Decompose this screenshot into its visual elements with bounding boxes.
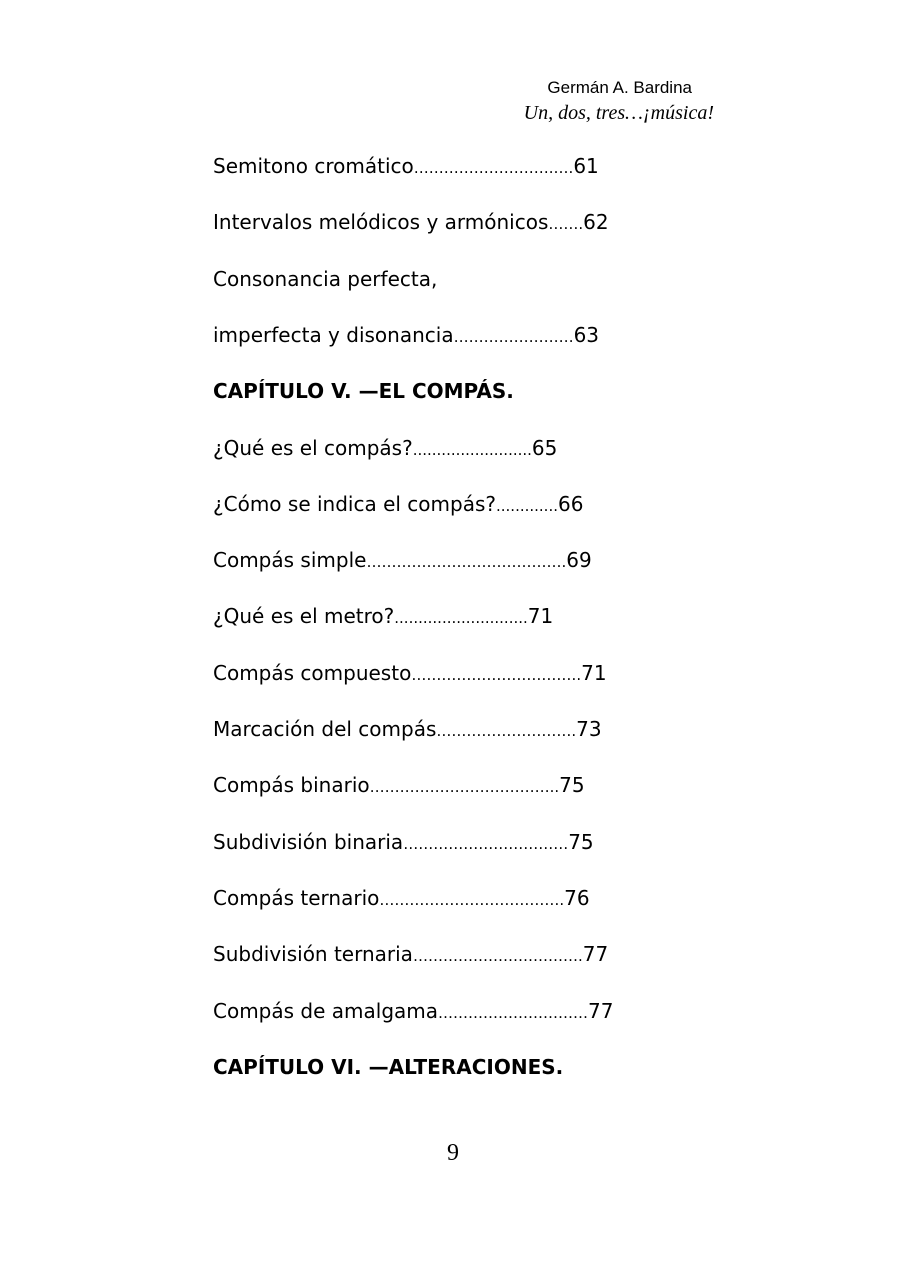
toc-entry-title: Compás de amalgama (213, 998, 439, 1023)
running-header-book-title: Un, dos, tres…¡música! (523, 102, 714, 124)
toc-entry (213, 995, 613, 1029)
toc-dot-leader: ………………………………. (379, 890, 565, 909)
toc-entry (213, 432, 557, 466)
toc-entry (213, 938, 608, 972)
toc-dot-leader: ............. (496, 496, 558, 515)
toc-dot-leader: ………………………. (436, 722, 577, 740)
toc-entry (213, 826, 594, 860)
toc-entry-title: Subdivisión binaria (213, 829, 404, 854)
page-number: 9 (447, 1140, 459, 1166)
toc-page-number: 69 (566, 548, 592, 573)
toc-chapter-heading (213, 375, 514, 407)
toc-page-number: 71 (581, 660, 607, 685)
toc-page-number: 61 (573, 154, 599, 178)
toc-entry (213, 713, 602, 747)
toc-entry-title: Intervalos melódicos y armónicos (213, 210, 549, 235)
toc-dot-leader: ……………………………. (412, 947, 583, 966)
toc-entry-title: Semitono cromático (213, 154, 414, 178)
toc-dot-leader: ......................... (412, 440, 532, 459)
toc-entry-title: ¿Cómo se indica el compás? (213, 491, 496, 516)
toc-entry-title: Marcación del compás (213, 717, 437, 741)
toc-page-number: 77 (588, 998, 614, 1023)
toc-page-number: 63 (573, 322, 600, 347)
toc-entry (213, 150, 599, 184)
toc-entry-title: imperfecta y disonancia (213, 322, 454, 347)
toc-entry-title: ¿Qué es el compás? (213, 435, 413, 460)
toc-entry-title: Compás compuesto (213, 660, 412, 685)
toc-entry (213, 544, 592, 578)
toc-entry (213, 263, 437, 295)
toc-entry (213, 600, 553, 634)
toc-page-number: 65 (531, 435, 558, 460)
toc-dot-leader: ……. (548, 215, 584, 234)
toc-entry (213, 206, 609, 240)
toc-dot-leader: ............................ (394, 609, 528, 628)
toc-entry (213, 882, 590, 916)
toc-entry-title: ¿Qué es el metro? (213, 604, 395, 629)
toc-entry-title: Subdivisión ternaria (213, 942, 413, 967)
toc-entry-title: CAPÍTULO VI. —ALTERACIONES. (213, 1054, 564, 1079)
toc-page-number: 75 (559, 773, 585, 798)
toc-dot-leader: …………………………… (403, 834, 569, 853)
toc-page-number: 71 (527, 604, 554, 629)
toc-page-number: 75 (568, 829, 594, 854)
toc-entry-title: CAPÍTULO V. —EL COMPÁS. (213, 379, 514, 404)
toc-dot-leader: ……………………………. (411, 665, 582, 684)
toc-entry-title: Compás ternario (213, 885, 380, 910)
toc-entry-title: Consonancia perfecta, (213, 266, 438, 291)
toc-entry (213, 769, 585, 803)
toc-entry-title: Compás binario (213, 773, 370, 798)
toc-page-number: 76 (564, 885, 590, 910)
toc-dot-leader: …………………… (453, 327, 574, 346)
toc-page-number: 77 (582, 942, 609, 967)
toc-page-number: 62 (583, 210, 609, 235)
running-header-author: Germán A. Bardina (547, 78, 692, 97)
toc-entry-title: Compás simple (213, 548, 367, 573)
toc-dot-leader: ……………………….…. (413, 159, 574, 177)
toc-chapter-heading (213, 1051, 563, 1083)
toc-page-number: 66 (558, 491, 584, 516)
toc-dot-leader: ………………………… (438, 1003, 589, 1022)
toc-dot-leader: ……………………………….. (369, 778, 560, 797)
toc-entry (213, 319, 599, 353)
toc-dot-leader: …………………………………. (366, 553, 567, 572)
toc-entry (213, 488, 583, 522)
toc-entry (213, 657, 607, 691)
toc-page-number: 73 (576, 717, 602, 741)
